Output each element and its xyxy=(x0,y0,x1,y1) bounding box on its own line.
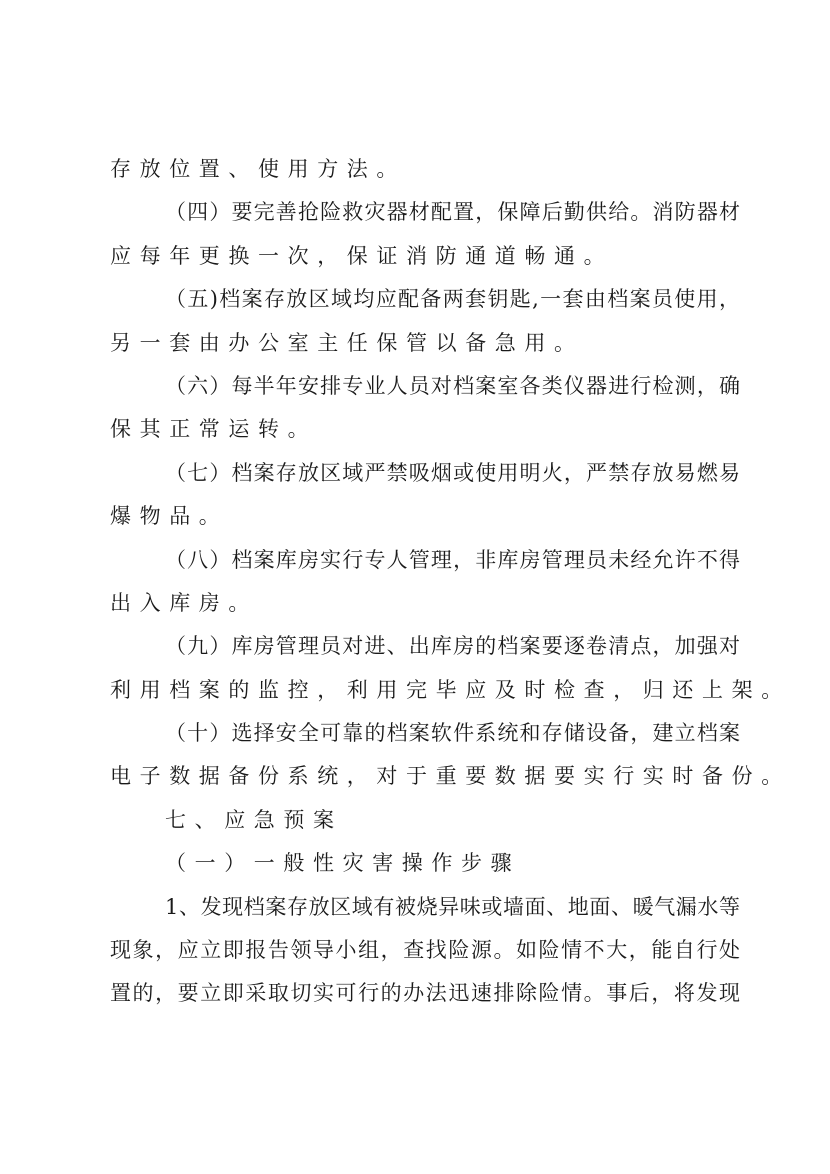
text-line: 置的，要立即采取切实可行的办法迅速排除险情。事后，将发现 xyxy=(110,981,740,1006)
text-line: （四）要完善抢险救灾器材配置，保障后勤供给。消防器材 xyxy=(165,200,740,225)
text-line: 电子数据备份系统，对于重要数据要实行实时备份。 xyxy=(110,764,791,789)
text-line: 七、应急预案 xyxy=(165,807,343,832)
text-line: 另一套由办公室主任保管以备急用。 xyxy=(110,330,584,355)
text-line: （五)档案存放区域均应配备两套钥匙,一套由档案员使用， xyxy=(165,287,740,312)
text-line: 1、发现档案存放区域有被烧异味或墙面、地面、暖气漏水等 xyxy=(165,894,740,919)
text-line: 现象，应立即报告领导小组，查找险源。如险情不大，能自行处 xyxy=(110,938,740,963)
text-line: 存放位置、使用方法。 xyxy=(110,157,406,181)
text-line: （七）档案存放区域严禁吸烟或使用明火，严禁存放易燃易 xyxy=(165,460,740,485)
text-line: 应每年更换一次，保证消防通道畅通。 xyxy=(110,243,614,268)
document-page xyxy=(110,148,791,1016)
text-line: （六）每半年安排专业人员对档案室各类仪器进行检测，确 xyxy=(165,373,740,398)
text-line: （九）库房管理员对进、出库房的档案要逐卷清点，加强对 xyxy=(165,634,740,659)
text-line: （八）档案库房实行专人管理，非库房管理员未经允许不得 xyxy=(165,547,740,572)
text-line: 利用档案的监控，利用完毕应及时检查，归还上架。 xyxy=(110,677,791,702)
text-line: （十）选择安全可靠的档案软件系统和存储设备，建立档案 xyxy=(165,721,740,746)
text-line: （一）一般性灾害操作步骤 xyxy=(165,851,521,876)
text-line: 爆物品。 xyxy=(110,504,229,529)
text-line: 出入库房。 xyxy=(110,590,258,615)
text-line: 保其正常运转。 xyxy=(110,417,318,442)
